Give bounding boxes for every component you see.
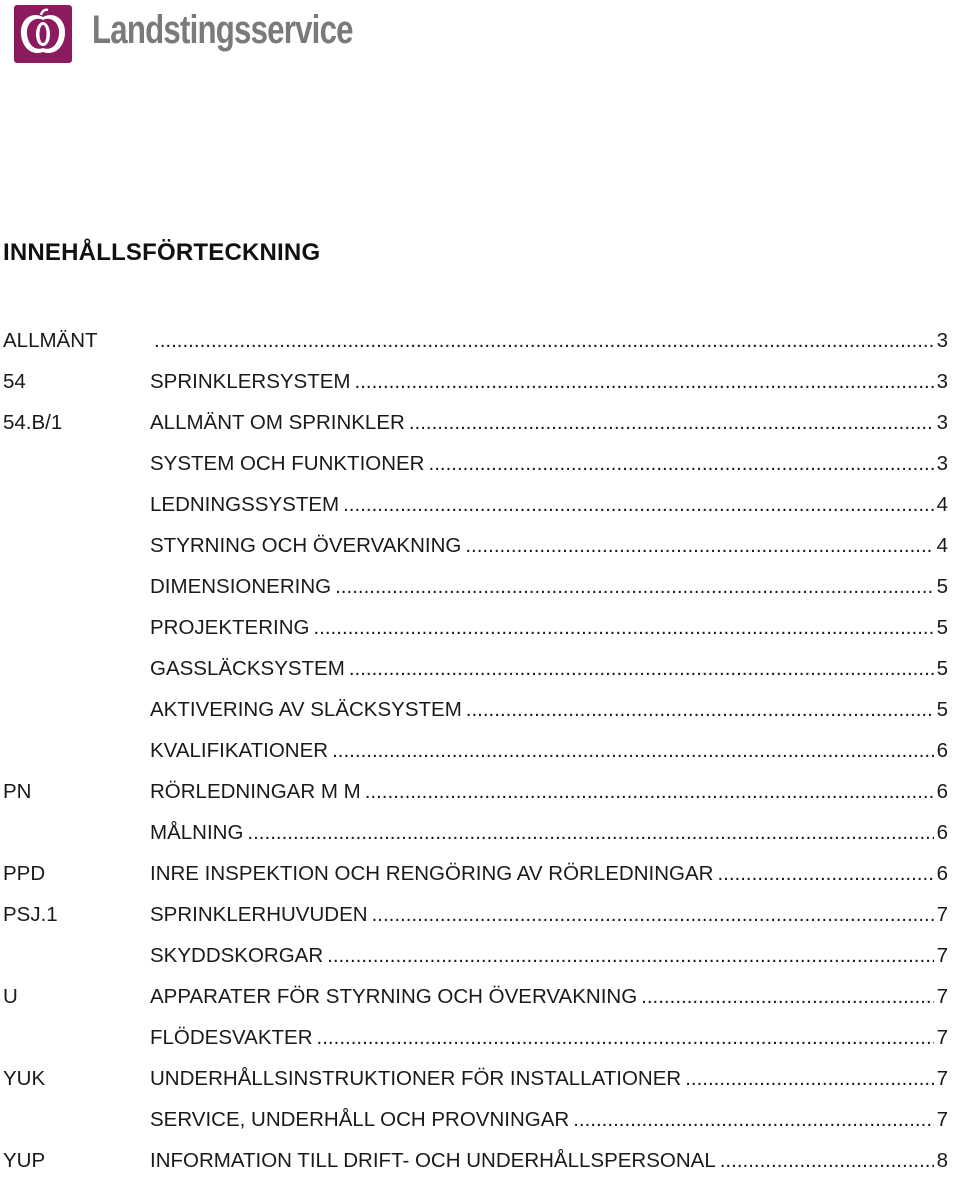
toc-leader-dots [717, 853, 933, 894]
toc-entry[interactable] [0, 894, 960, 935]
toc-entry[interactable] [0, 607, 960, 648]
toc-leader-dots [317, 1017, 934, 1058]
toc-entry-code: U [3, 985, 18, 1008]
toc-entry[interactable] [0, 689, 960, 730]
toc-entry-title: KVALIFIKATIONER [150, 739, 329, 762]
toc-entry-title: MÅLNING [150, 821, 244, 844]
toc-entry-code: ALLMÄNT [3, 329, 98, 352]
toc-entry-title: INFORMATION TILL DRIFT- OCH UNDERHÅLLSPERSONAL [150, 1149, 716, 1172]
toc-entry[interactable] [0, 566, 960, 607]
table-of-contents [0, 320, 960, 1181]
toc-leader-dots [372, 894, 934, 935]
toc-entry-page-number: 7 [936, 903, 948, 926]
toc-entry-page-number: 5 [936, 698, 948, 721]
toc-entry-page-number: 3 [936, 329, 948, 352]
toc-entry-page-number: 3 [936, 452, 948, 475]
toc-leader-dots [349, 648, 934, 689]
toc-entry-page-number: 5 [936, 575, 948, 598]
toc-entry[interactable] [0, 484, 960, 525]
toc-entry[interactable] [0, 812, 960, 853]
toc-leader-dots [429, 443, 934, 484]
toc-entry[interactable] [0, 1140, 960, 1181]
toc-entry-title: SERVICE, UNDERHÅLL OCH PROVNINGAR [150, 1108, 570, 1131]
toc-entry-title: SPRINKLERHUVUDEN [150, 903, 368, 926]
brand-logo [12, 2, 426, 66]
toc-entry[interactable] [0, 1017, 960, 1058]
toc-entry[interactable] [0, 730, 960, 771]
toc-entry-page-number: 3 [936, 411, 948, 434]
toc-entry[interactable] [0, 853, 960, 894]
toc-entry[interactable] [0, 361, 960, 402]
toc-entry-title: ALLMÄNT OM SPRINKLER [150, 411, 405, 434]
toc-entry-title: FLÖDESVAKTER [150, 1026, 313, 1049]
toc-entry-code: 54 [3, 370, 26, 393]
toc-entry-page-number: 6 [936, 821, 948, 844]
toc-entry-code: PPD [3, 862, 46, 885]
toc-entry-page-number: 4 [936, 493, 948, 516]
toc-entry[interactable] [0, 935, 960, 976]
toc-entry[interactable] [0, 1099, 960, 1140]
toc-entry[interactable] [0, 320, 960, 361]
toc-entry-title: RÖRLEDNINGAR M M [150, 780, 361, 803]
toc-leader-dots [355, 361, 934, 402]
toc-entry-code: PN [3, 780, 32, 803]
toc-entry-title: AKTIVERING AV SLÄCKSYSTEM [150, 698, 462, 721]
toc-leader-dots [332, 730, 934, 771]
toc-leader-dots [409, 402, 934, 443]
toc-leader-dots [466, 689, 934, 730]
toc-entry-page-number: 8 [936, 1149, 948, 1172]
toc-leader-dots [327, 935, 933, 976]
toc-leader-dots [335, 566, 933, 607]
toc-leader-dots [465, 525, 933, 566]
toc-entry[interactable] [0, 402, 960, 443]
toc-entry-title: DIMENSIONERING [150, 575, 332, 598]
toc-leader-dots [685, 1058, 933, 1099]
toc-entry-page-number: 6 [936, 780, 948, 803]
toc-entry-title: STYRNING OCH ÖVERVAKNING [150, 534, 462, 557]
toc-entry[interactable] [0, 1058, 960, 1099]
toc-entry-code: YUK [3, 1067, 46, 1090]
toc-entry[interactable] [0, 771, 960, 812]
toc-entry-page-number: 5 [936, 657, 948, 680]
toc-leader-dots [343, 484, 933, 525]
toc-entry-code: YUP [3, 1149, 46, 1172]
toc-entry-title: LEDNINGSSYSTEM [150, 493, 340, 516]
toc-entry-title: GASSLÄCKSYSTEM [150, 657, 345, 680]
toc-entry-title: SKYDDSKORGAR [150, 944, 324, 967]
toc-entry-page-number: 7 [936, 944, 948, 967]
toc-entry-title: PROJEKTERING [150, 616, 310, 639]
toc-entry-page-number: 5 [936, 616, 948, 639]
toc-entry[interactable] [0, 443, 960, 484]
toc-entry-code: 54.B/1 [3, 411, 63, 434]
toc-entry-page-number: 3 [936, 370, 948, 393]
toc-entry-page-number: 6 [936, 739, 948, 762]
page-title: INNEHÅLLSFÖRTECKNING [3, 239, 321, 266]
toc-leader-dots [247, 812, 933, 853]
toc-entry-title: APPARATER FÖR STYRNING OCH ÖVERVAKNING [150, 985, 638, 1008]
toc-entry-title: SYSTEM OCH FUNKTIONER [150, 452, 425, 475]
toc-entry[interactable] [0, 525, 960, 566]
toc-entry-title: UNDERHÅLLSINSTRUKTIONER FÖR INSTALLATIONER [150, 1067, 682, 1090]
toc-entry-page-number: 7 [936, 1067, 948, 1090]
toc-leader-dots [365, 771, 934, 812]
logo-wordmark: Landstingsservice [92, 7, 353, 52]
toc-entry-title: SPRINKLERSYSTEM [150, 370, 351, 393]
toc-entry-page-number: 7 [936, 1108, 948, 1131]
toc-entry-page-number: 6 [936, 862, 948, 885]
landstingsservice-logo-icon [12, 3, 74, 65]
toc-entry-title: INRE INSPEKTION OCH RENGÖRING AV RÖRLEDNINGAR [150, 862, 714, 885]
toc-leader-dots [154, 320, 934, 361]
toc-leader-dots [641, 976, 933, 1017]
toc-entry-page-number: 7 [936, 985, 948, 1008]
toc-leader-dots [720, 1140, 934, 1181]
toc-entry-code: PSJ.1 [3, 903, 58, 926]
toc-entry[interactable] [0, 976, 960, 1017]
toc-leader-dots [573, 1099, 933, 1140]
toc-entry-page-number: 4 [936, 534, 948, 557]
toc-entry[interactable] [0, 648, 960, 689]
toc-entry-page-number: 7 [936, 1026, 948, 1049]
toc-leader-dots [313, 607, 933, 648]
